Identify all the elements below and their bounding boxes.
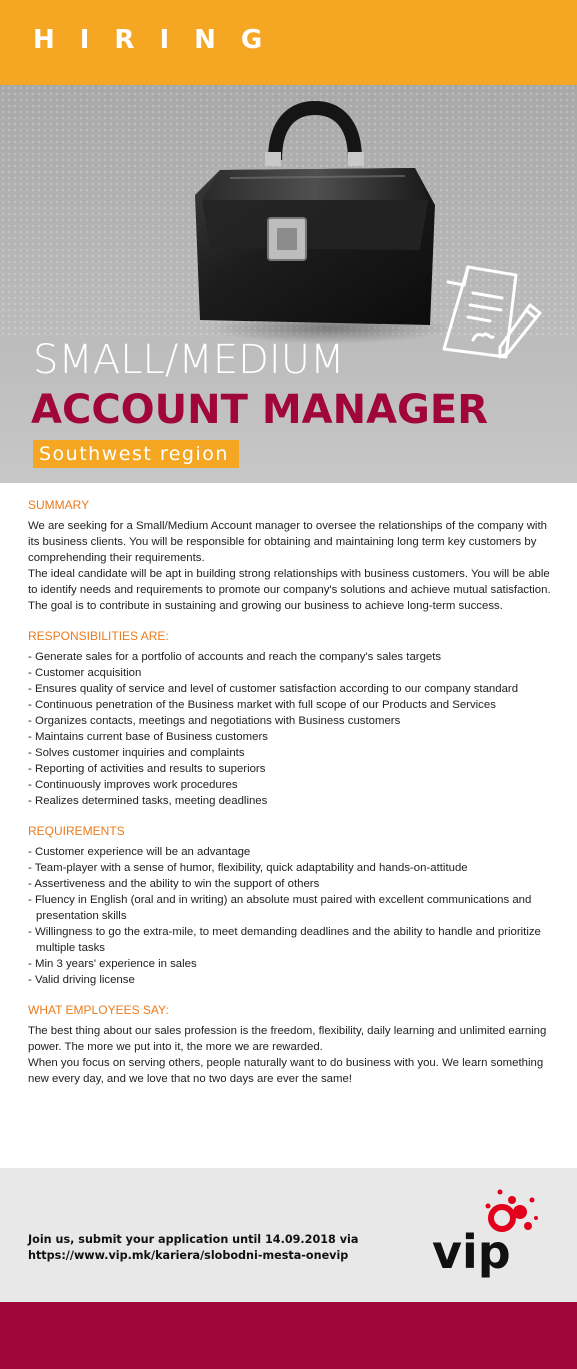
list-item: - Customer experience will be an advantage xyxy=(28,844,558,860)
hiring-banner xyxy=(0,0,577,85)
responsibilities-title: RESPONSIBILITIES ARE: xyxy=(28,629,169,643)
list-item: - Continuous penetration of the Business market with full scope of our Products and Services xyxy=(28,697,558,713)
vip-logo xyxy=(432,1188,552,1293)
employees-say-title: WHAT EMPLOYEES SAY: xyxy=(28,1003,169,1017)
summary-title: SUMMARY xyxy=(28,498,90,512)
bottom-bar xyxy=(0,1302,577,1369)
apply-cta xyxy=(28,1232,358,1264)
requirements-list xyxy=(28,844,558,988)
apply-cta-line1: Join us, submit your application until 14.09.2018 via xyxy=(28,1233,359,1246)
list-item: - Continuously improves work procedures xyxy=(28,777,558,793)
footer xyxy=(0,1168,577,1302)
list-item: - Organizes contacts, meetings and negotiations with Business customers xyxy=(28,713,558,729)
list-item: - Solves customer inquiries and complaints xyxy=(28,745,558,761)
job-title-line2: ACCOUNT MANAGER xyxy=(31,387,488,433)
list-item: - Willingness to go the extra-mile, to meet demanding deadlines and the ability to handle and prioritize multiple tasks xyxy=(28,924,558,956)
job-description xyxy=(28,497,558,1087)
summary-paragraph: The ideal candidate will be apt in building strong relationships with business customers. You will be able to identify needs and requirements to promote our company's solutions and achieve mutual satisfaction. xyxy=(28,568,551,596)
list-item: - Valid driving license xyxy=(28,972,558,988)
requirements-title: REQUIREMENTS xyxy=(28,824,125,838)
list-item: - Generate sales for a portfolio of accounts and reach the company's sales targets xyxy=(28,649,558,665)
list-item: - Reporting of activities and results to superiors xyxy=(28,761,558,777)
responsibilities-list xyxy=(28,649,558,809)
region-badge: Southwest region xyxy=(33,440,239,468)
briefcase-image xyxy=(180,100,450,350)
signed-document-icon xyxy=(438,265,548,365)
list-item: - Min 3 years' experience in sales xyxy=(28,956,558,972)
list-item: - Maintains current base of Business customers xyxy=(28,729,558,745)
job-title-line1: SMALL/MEDIUM xyxy=(33,337,345,383)
vip-logo-text: vip xyxy=(432,1225,511,1279)
employees-say-paragraph: The best thing about our sales profession is the freedom, flexibility, daily learning and unlimited earning power. The more we put into it, the more we are rewarded. xyxy=(28,1025,547,1053)
list-item: - Realizes determined tasks, meeting deadlines xyxy=(28,793,558,809)
list-item: - Ensures quality of service and level of customer satisfaction according to our company standard xyxy=(28,681,558,697)
summary-paragraph: The goal is to contribute in sustaining and growing our business to achieve long-term success. xyxy=(28,600,503,612)
list-item: - Team-player with a sense of humor, flexibility, quick adaptability and hands-on-attitude xyxy=(28,860,558,876)
list-item: - Customer acquisition xyxy=(28,665,558,681)
employees-say-paragraph: When you focus on serving others, people naturally want to do business with you. We learn something new every day, and we love that no two days are ever the same! xyxy=(28,1057,544,1085)
apply-url[interactable]: https://www.vip.mk/kariera/slobodni-mesta-onevip xyxy=(28,1249,349,1262)
summary-paragraph: We are seeking for a Small/Medium Account manager to oversee the relationships of the company with its business clients. You will be responsible for obtaining and maintaining long term key customers by comprehending their requirements. xyxy=(28,520,547,564)
hiring-label: HIRING xyxy=(33,25,288,55)
hero-section xyxy=(0,85,577,483)
list-item: - Fluency in English (oral and in writing) an absolute must paired with excellent communications and presentation skills xyxy=(28,892,558,924)
list-item: - Assertiveness and the ability to win the support of others xyxy=(28,876,558,892)
